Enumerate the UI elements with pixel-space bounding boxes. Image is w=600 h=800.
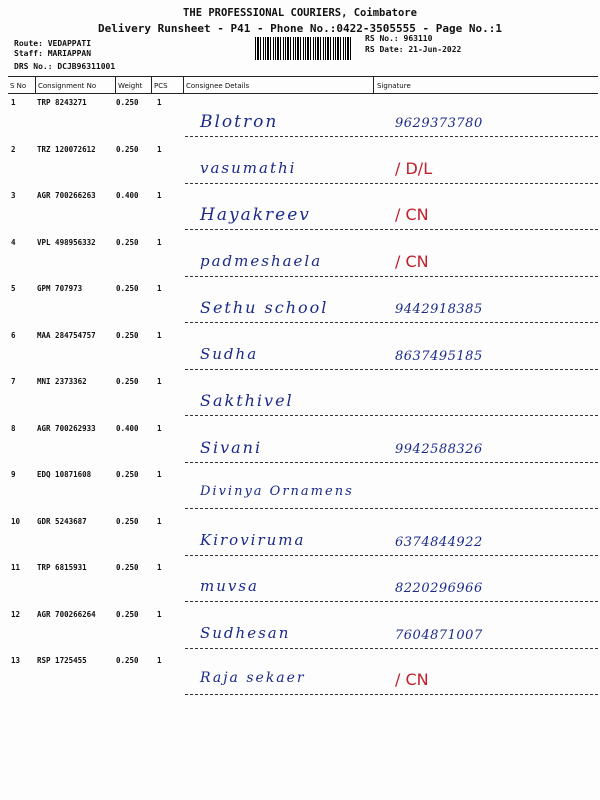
- row-separator: [185, 322, 598, 323]
- row-delivery-mark: / CN: [395, 205, 429, 224]
- col-header-pcs: PCS: [154, 82, 168, 90]
- row-consignee-name: Sudha: [200, 345, 259, 363]
- row-consignee-name: Hayakreev: [200, 205, 311, 225]
- row-consignment-no: VPL 498956332: [37, 238, 96, 247]
- row-weight: 0.250: [116, 563, 139, 572]
- row-weight: 0.250: [116, 517, 139, 526]
- row-pcs: 1: [157, 238, 162, 247]
- row-signature: 7604871007: [395, 628, 483, 643]
- row-weight: 0.250: [116, 610, 139, 619]
- col-header-consignment: Consignment No: [38, 82, 97, 90]
- company-title: THE PROFESSIONAL COURIERS, Coimbatore: [183, 7, 417, 19]
- row-sno: 4: [11, 238, 16, 247]
- row-separator: [185, 462, 598, 463]
- row-signature: 9942588326: [395, 442, 483, 457]
- route-label: Route: VEDAPPATI: [14, 39, 92, 48]
- row-separator: [185, 601, 598, 602]
- row-weight: 0.250: [116, 284, 139, 293]
- row-signature: 9442918385: [395, 302, 483, 317]
- row-separator: [185, 694, 598, 695]
- row-weight: 0.250: [116, 238, 139, 247]
- col-header-consignee: Consignee Details: [186, 82, 250, 90]
- row-weight: 0.250: [116, 377, 139, 386]
- row-separator: [185, 229, 598, 230]
- row-signature: 6374844922: [395, 535, 483, 550]
- row-sno: 3: [11, 191, 16, 200]
- row-signature: 8220296966: [395, 581, 483, 596]
- col-divider: [115, 76, 116, 93]
- row-pcs: 1: [157, 98, 162, 107]
- row-sno: 12: [11, 610, 21, 619]
- row-separator: [185, 183, 598, 184]
- row-sno: 2: [11, 145, 16, 154]
- row-consignee-name: vasumathi: [200, 159, 297, 177]
- rs-date: RS Date: 21-Jun-2022: [365, 45, 462, 54]
- row-pcs: 1: [157, 517, 162, 526]
- row-weight: 0.400: [116, 424, 139, 433]
- drs-number: DRS No.: DCJB96311001: [14, 62, 116, 71]
- row-consignment-no: AGR 700266263: [37, 191, 96, 200]
- row-consignment-no: GPM 707973: [37, 284, 83, 293]
- row-separator: [185, 508, 598, 509]
- barcode: [255, 37, 353, 60]
- row-separator: [185, 648, 598, 649]
- col-divider: [151, 76, 152, 93]
- row-sno: 1: [11, 98, 16, 107]
- row-consignee-name: padmeshaela: [200, 252, 323, 270]
- row-consignment-no: RSP 1725455: [37, 656, 87, 665]
- header-top-rule: [8, 76, 598, 77]
- row-pcs: 1: [157, 424, 162, 433]
- row-weight: 0.250: [116, 656, 139, 665]
- row-weight: 0.250: [116, 145, 139, 154]
- col-header-signature: Signature: [377, 82, 411, 90]
- row-consignee-name: Kiroviruma: [200, 531, 306, 549]
- row-consignee-name: Sivani: [200, 438, 263, 457]
- row-signature: 8637495185: [395, 349, 483, 364]
- row-consignment-no: EDQ 10871608: [37, 470, 92, 479]
- staff-label: Staff: MARIAPPAN: [14, 49, 92, 58]
- row-consignment-no: MAA 284754757: [37, 331, 96, 340]
- row-delivery-mark: / D/L: [395, 159, 433, 178]
- row-consignment-no: MNI 2373362: [37, 377, 87, 386]
- row-delivery-mark: / CN: [395, 252, 429, 271]
- row-pcs: 1: [157, 191, 162, 200]
- row-consignment-no: AGR 700266264: [37, 610, 96, 619]
- row-separator: [185, 555, 598, 556]
- runsheet-title: Delivery Runsheet - P41 - Phone No.:0422-3505555 - Page No.:1: [98, 22, 502, 35]
- row-weight: 0.400: [116, 191, 139, 200]
- row-pcs: 1: [157, 145, 162, 154]
- row-consignee-name: muvsa: [200, 577, 259, 595]
- col-header-sno: S No: [10, 82, 27, 90]
- col-header-weight: Weight: [118, 82, 143, 90]
- row-pcs: 1: [157, 656, 162, 665]
- row-sno: 9: [11, 470, 16, 479]
- header-bottom-rule: [8, 93, 598, 94]
- row-consignee-name: Sakthivel: [200, 391, 294, 410]
- row-pcs: 1: [157, 284, 162, 293]
- row-consignment-no: TRZ 120072612: [37, 145, 96, 154]
- rs-number: RS No.: 963110: [365, 34, 433, 43]
- col-divider: [183, 76, 184, 93]
- row-pcs: 1: [157, 610, 162, 619]
- row-weight: 0.250: [116, 470, 139, 479]
- row-pcs: 1: [157, 470, 162, 479]
- row-consignee-name: Divinya Ornamens: [200, 484, 354, 499]
- row-consignment-no: GDR 5243687: [37, 517, 87, 526]
- row-separator: [185, 136, 598, 137]
- row-sno: 13: [11, 656, 21, 665]
- row-consignee-name: Blotron: [200, 112, 279, 132]
- row-sno: 5: [11, 284, 16, 293]
- row-signature: 9629373780: [395, 116, 483, 131]
- row-separator: [185, 276, 598, 277]
- row-separator: [185, 369, 598, 370]
- row-consignee-name: Sudhesan: [200, 624, 291, 642]
- row-sno: 11: [11, 563, 21, 572]
- row-separator: [185, 415, 598, 416]
- col-divider: [373, 76, 374, 93]
- row-consignment-no: TRP 8243271: [37, 98, 87, 107]
- row-sno: 10: [11, 517, 21, 526]
- row-sno: 6: [11, 331, 16, 340]
- row-delivery-mark: / CN: [395, 670, 429, 689]
- row-weight: 0.250: [116, 98, 139, 107]
- row-sno: 8: [11, 424, 16, 433]
- row-pcs: 1: [157, 331, 162, 340]
- row-consignment-no: TRP 6815931: [37, 563, 87, 572]
- row-pcs: 1: [157, 563, 162, 572]
- row-sno: 7: [11, 377, 16, 386]
- row-pcs: 1: [157, 377, 162, 386]
- row-consignee-name: Raja sekaer: [200, 670, 306, 686]
- row-consignment-no: AGR 700262933: [37, 424, 96, 433]
- col-divider: [35, 76, 36, 93]
- row-weight: 0.250: [116, 331, 139, 340]
- row-consignee-name: Sethu school: [200, 298, 329, 317]
